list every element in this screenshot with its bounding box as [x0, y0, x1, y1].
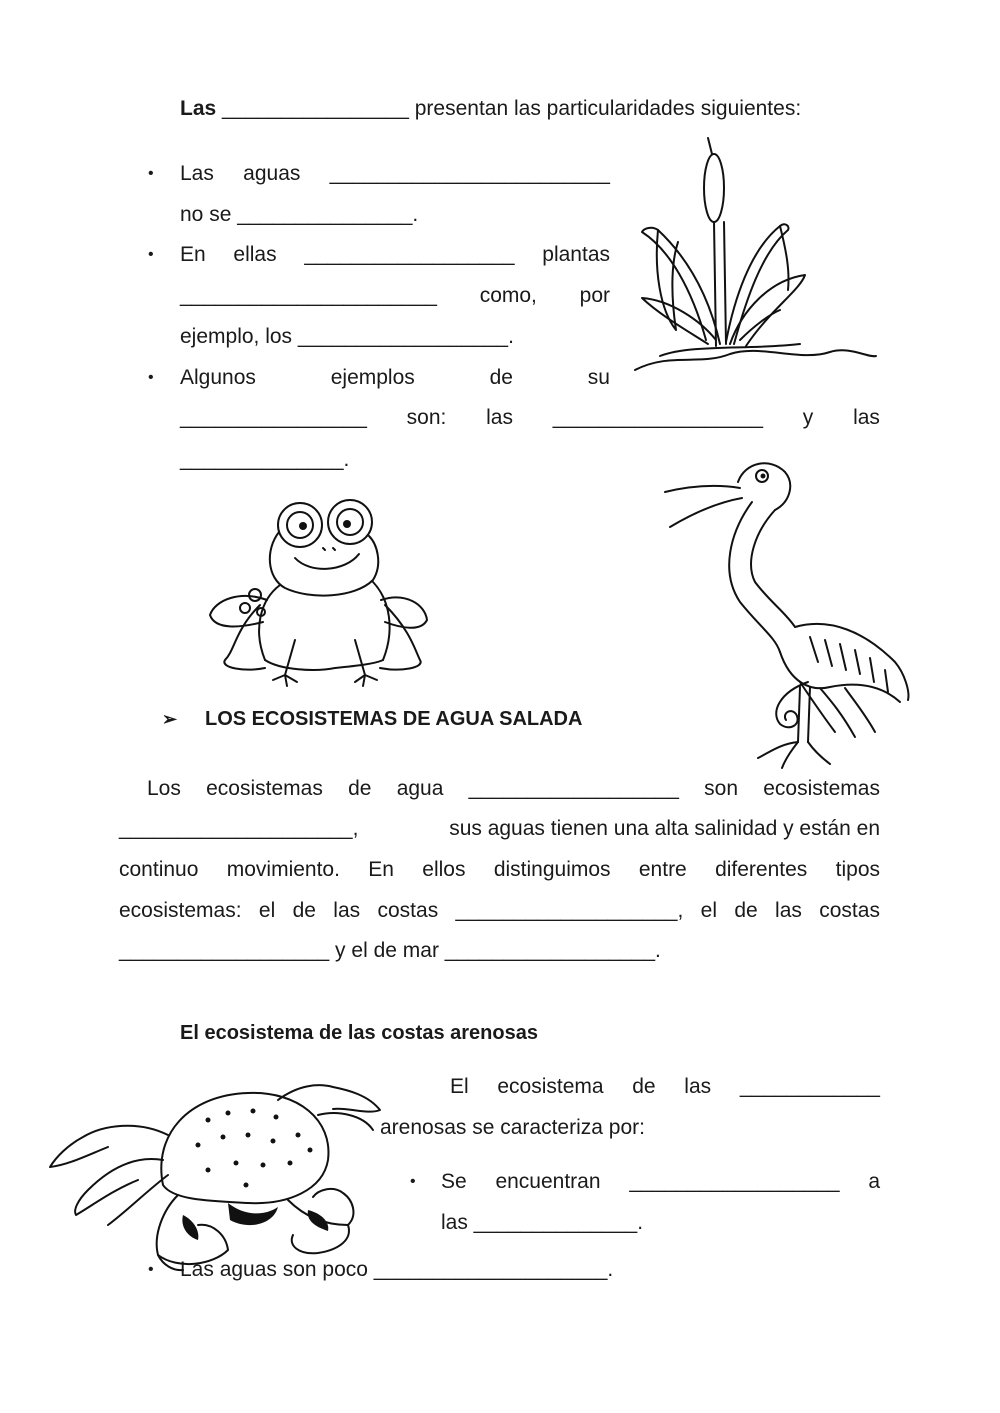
salt-paragraph-line1: Los ecosistemas de agua __________________ son ecosistemas	[147, 769, 880, 809]
sandy-paragraph-line1: El ecosistema de las ____________	[450, 1067, 880, 1107]
bullet2-line2: ______________________ como, por	[180, 276, 610, 316]
answer-blank[interactable]: __________________	[304, 243, 515, 266]
salt-paragraph-line5[interactable]: __________________ y el de mar __________________.	[119, 939, 661, 962]
bullet: •	[410, 1173, 416, 1190]
intro-las: Las	[180, 97, 217, 120]
bullet3-line3[interactable]: ______________.	[180, 448, 350, 471]
bullet2-line3[interactable]: ejemplo, los __________________.	[180, 325, 514, 348]
intro-rest: presentan las particularidades siguientes:	[414, 97, 802, 120]
cattail-plant-illustration	[630, 130, 880, 380]
bullet: •	[148, 165, 154, 182]
salt-paragraph-line4: ecosistemas: el de las costas ___________________, el de las costas	[119, 891, 880, 931]
section-arrow-icon: ➢	[162, 709, 178, 729]
bullet3-line2: ________________ son: las __________________ y las	[180, 398, 880, 438]
salt-paragraph-line3: continuo movimiento. En ellos distinguimos entre diferentes tipos	[119, 858, 880, 881]
answer-blank[interactable]: ______________________	[180, 284, 437, 307]
answer-blank[interactable]: ___________________,	[455, 899, 684, 922]
answer-blank[interactable]: __________________	[552, 406, 764, 429]
bullet: •	[148, 369, 154, 386]
answer-blank[interactable]: ________________	[180, 406, 367, 429]
frog-illustration	[205, 500, 430, 690]
intro-blank[interactable]: ________________	[222, 97, 409, 120]
bullet: •	[148, 246, 154, 263]
answer-blank[interactable]: ________________________	[329, 162, 610, 185]
intro-line	[180, 89, 801, 129]
salt-paragraph-line2: ____________________, sus aguas tienen una alta salinidad y están en	[119, 809, 880, 849]
bullet2-line1: En ellas __________________ plantas	[180, 235, 610, 275]
bullet1-line2[interactable]: no se _______________.	[180, 203, 419, 226]
sandy-paragraph-line2: arenosas se caracteriza por:	[380, 1116, 645, 1139]
bullet: •	[148, 1261, 154, 1278]
sandy-bullet2[interactable]: Las aguas son poco ____________________.	[180, 1258, 614, 1281]
sandy-bullet1-line1: Se encuentran __________________ a	[441, 1162, 880, 1202]
heron-illustration	[660, 452, 920, 772]
bullet1-line1: Las aguas ________________________	[180, 154, 610, 194]
answer-blank[interactable]: __________________	[468, 777, 679, 800]
sandy-bullet1-line2[interactable]: las ______________.	[441, 1211, 644, 1234]
answer-blank[interactable]: ____________	[739, 1075, 880, 1098]
answer-blank[interactable]: ____________________,	[119, 817, 359, 840]
crab-illustration	[48, 1075, 383, 1275]
section-title-salt: LOS ECOSISTEMAS DE AGUA SALADA	[205, 708, 583, 730]
answer-blank[interactable]: __________________	[629, 1170, 840, 1193]
bullet3-line1: Algunos ejemplos de su	[180, 366, 610, 389]
section-title-sandy: El ecosistema de las costas arenosas	[180, 1022, 538, 1044]
